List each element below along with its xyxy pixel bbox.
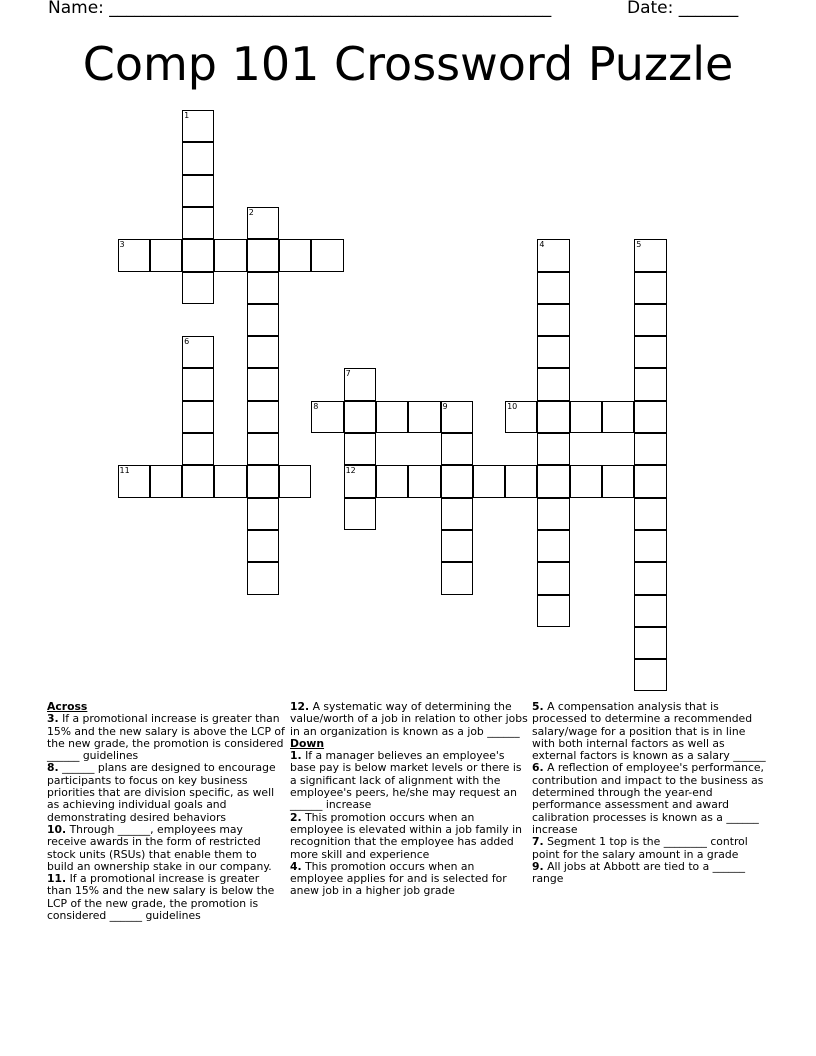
- grid-cell[interactable]: [247, 465, 279, 497]
- clue-number: 10.: [47, 822, 67, 836]
- grid-cell[interactable]: [602, 401, 634, 433]
- clue-number-label: 4: [539, 240, 545, 250]
- clue-text: This promotion occurs when an employee applies for and is selected for anew job in a higher job grade: [290, 859, 507, 898]
- grid-cell[interactable]: [505, 465, 537, 497]
- grid-cell[interactable]: [247, 433, 279, 465]
- grid-cell[interactable]: [634, 401, 666, 433]
- date-field[interactable]: Date: _______: [627, 0, 739, 18]
- clue-number-label: 7: [345, 369, 351, 379]
- grid-cell[interactable]: [247, 336, 279, 368]
- grid-cell[interactable]: [634, 239, 666, 271]
- clue-text: A systematic way of determining the value/worth of a job in relation to other jobs in an organization is known as a job ______: [290, 700, 528, 738]
- clue-number: 1.: [290, 749, 302, 763]
- clue-down-4: [290, 861, 528, 898]
- grid-cell[interactable]: [182, 142, 214, 174]
- clue-number-label: 6: [184, 337, 190, 347]
- grid-cell[interactable]: [182, 272, 214, 304]
- grid-cell[interactable]: [247, 530, 279, 562]
- grid-cell[interactable]: [247, 498, 279, 530]
- grid-cell[interactable]: [537, 465, 569, 497]
- clue-across-12: [290, 701, 528, 738]
- grid-cell[interactable]: [441, 401, 473, 433]
- clue-across-8: [47, 762, 285, 823]
- clue-down-1: [290, 750, 528, 811]
- grid-cell[interactable]: [634, 272, 666, 304]
- clue-across-11: [47, 873, 285, 922]
- grid-cell[interactable]: [150, 239, 182, 271]
- grid-cell[interactable]: [182, 336, 214, 368]
- clue-number-label: 11: [119, 466, 130, 476]
- clue-number-label: 3: [119, 240, 125, 250]
- grid-cell[interactable]: [441, 433, 473, 465]
- grid-cell[interactable]: [247, 304, 279, 336]
- clue-number-label: 9: [442, 401, 448, 411]
- grid-cell[interactable]: [182, 239, 214, 271]
- grid-cell[interactable]: [182, 465, 214, 497]
- grid-cell[interactable]: [537, 401, 569, 433]
- grid-cell[interactable]: [570, 465, 602, 497]
- grid-cell[interactable]: [182, 401, 214, 433]
- clue-number: 2.: [290, 810, 302, 824]
- grid-cell[interactable]: [311, 401, 343, 433]
- grid-cell[interactable]: [634, 498, 666, 530]
- clue-number: 4.: [290, 859, 302, 873]
- grid-cell[interactable]: [214, 465, 246, 497]
- clues-column-3: [532, 701, 770, 885]
- clue-text: Through ______, employees may receive awards in the form of restricted stock units (RSUs) that enable them to build an ownership stake in our company.: [47, 822, 272, 873]
- grid-cell[interactable]: [247, 207, 279, 239]
- grid-cell[interactable]: [182, 110, 214, 142]
- grid-cell[interactable]: [247, 272, 279, 304]
- clue-down-9: [532, 861, 770, 886]
- clue-number: 7.: [532, 835, 544, 849]
- grid-cell[interactable]: [537, 304, 569, 336]
- clue-number: 12.: [290, 700, 310, 713]
- clue-number-label: 10: [507, 401, 518, 411]
- clue-number: 5.: [532, 700, 544, 713]
- name-field[interactable]: Name: ____________________________________________________: [48, 0, 552, 18]
- grid-cell[interactable]: [634, 368, 666, 400]
- across-heading: Across: [47, 700, 88, 713]
- clues-column-1: [47, 701, 285, 922]
- grid-cell[interactable]: [344, 368, 376, 400]
- grid-cell[interactable]: [634, 304, 666, 336]
- grid-cell[interactable]: [537, 562, 569, 594]
- clue-text: Segment 1 top is the ________ control point for the salary amount in a grade: [532, 835, 748, 861]
- grid-cell[interactable]: [344, 465, 376, 497]
- grid-cell[interactable]: [279, 465, 311, 497]
- grid-cell[interactable]: [634, 562, 666, 594]
- page-title: Comp 101 Crossword Puzzle: [82, 37, 734, 91]
- clue-number: 8.: [47, 761, 59, 775]
- grid-cell[interactable]: [408, 401, 440, 433]
- grid-cell[interactable]: [182, 207, 214, 239]
- clue-across-3: [47, 713, 285, 762]
- clue-number-label: 8: [313, 401, 319, 411]
- clue-text: If a promotional increase is greater than 15% and the new salary is below the LCP of the new grade, the promotion is considered ______ guidelines: [47, 872, 275, 923]
- grid-cell[interactable]: [537, 530, 569, 562]
- grid-cell[interactable]: [408, 465, 440, 497]
- clue-text: If a manager believes an employee's base pay is below market levels or there is a significant lack of alignment with the employee's peers, he/she may request an ______ increase: [290, 749, 522, 812]
- clue-number: 9.: [532, 859, 544, 873]
- grid-cell[interactable]: [634, 465, 666, 497]
- grid-cell[interactable]: [473, 465, 505, 497]
- clue-text: All jobs at Abbott are tied to a ______ range: [532, 859, 746, 886]
- clue-number: 6.: [532, 761, 544, 775]
- grid-cell[interactable]: [634, 595, 666, 627]
- grid-cell[interactable]: [247, 239, 279, 271]
- grid-cell[interactable]: [376, 465, 408, 497]
- grid-cell[interactable]: [182, 368, 214, 400]
- down-heading: Down: [290, 736, 325, 750]
- grid-cell[interactable]: [537, 433, 569, 465]
- clue-text: ______ plans are designed to encourage participants to focus on key business priorities that are division specific, as well as achieving individual goals and demonstrating desired behaviors: [47, 761, 276, 824]
- clue-text: A compensation analysis that is processed to determine a recommended salary/wage for a position that is in line with both internal factors as well as external factors is known as a salary ______: [532, 700, 766, 763]
- clue-number-label: 1: [184, 111, 190, 120]
- grid-cell[interactable]: [118, 465, 150, 497]
- clue-number-label: 5: [636, 240, 642, 250]
- clue-down-7: [532, 836, 770, 861]
- grid-cell[interactable]: [537, 595, 569, 627]
- clue-number: 11.: [47, 872, 67, 886]
- clue-number-label: 2: [248, 207, 254, 217]
- grid-cell[interactable]: [247, 401, 279, 433]
- clue-down-2: [290, 812, 528, 861]
- grid-cell[interactable]: [634, 659, 666, 691]
- grid-cell[interactable]: [214, 239, 246, 271]
- grid-cell[interactable]: [182, 433, 214, 465]
- grid-cell[interactable]: [376, 401, 408, 433]
- grid-cell[interactable]: [441, 498, 473, 530]
- clues-column-2: [290, 701, 528, 898]
- grid-cell[interactable]: [634, 627, 666, 659]
- grid-cell[interactable]: [279, 239, 311, 271]
- grid-cell[interactable]: [247, 368, 279, 400]
- grid-cell[interactable]: [441, 562, 473, 594]
- grid-cell[interactable]: [537, 336, 569, 368]
- grid-cell[interactable]: [537, 239, 569, 271]
- grid-cell[interactable]: [441, 530, 473, 562]
- clue-text: If a promotional increase is greater than 15% and the new salary is above the LCP of the new grade, the promotion is considered ______ guidelines: [47, 712, 285, 763]
- clue-number: 3.: [47, 712, 59, 726]
- grid-cell[interactable]: [537, 272, 569, 304]
- grid-cell[interactable]: [247, 562, 279, 594]
- grid-cell[interactable]: [602, 465, 634, 497]
- clue-down-5: [532, 701, 770, 762]
- grid-cell[interactable]: [182, 175, 214, 207]
- grid-cell[interactable]: [505, 401, 537, 433]
- clue-number-label: 12: [345, 466, 356, 476]
- grid-cell[interactable]: [537, 368, 569, 400]
- grid-cell[interactable]: [441, 465, 473, 497]
- grid-cell[interactable]: [570, 401, 602, 433]
- grid-cell[interactable]: [634, 530, 666, 562]
- grid-cell[interactable]: [150, 465, 182, 497]
- grid-cell[interactable]: [118, 239, 150, 271]
- grid-cell[interactable]: [634, 336, 666, 368]
- grid-cell[interactable]: [537, 498, 569, 530]
- clue-text: A reflection of employee's performance, contribution and impact to the business as determined through the year-end performance assessment and award calibration processes is known as a ______ increase: [532, 761, 764, 836]
- grid-cell[interactable]: [344, 498, 376, 530]
- grid-cell[interactable]: [634, 433, 666, 465]
- clue-across-10: [47, 824, 285, 873]
- grid-cell[interactable]: [344, 401, 376, 433]
- grid-cell[interactable]: [344, 433, 376, 465]
- clue-text: This promotion occurs when an employee is elevated within a job family in recognition that the employee has added more skill and experience: [290, 810, 522, 861]
- grid-cell[interactable]: [311, 239, 343, 271]
- clue-down-6: [532, 762, 770, 836]
